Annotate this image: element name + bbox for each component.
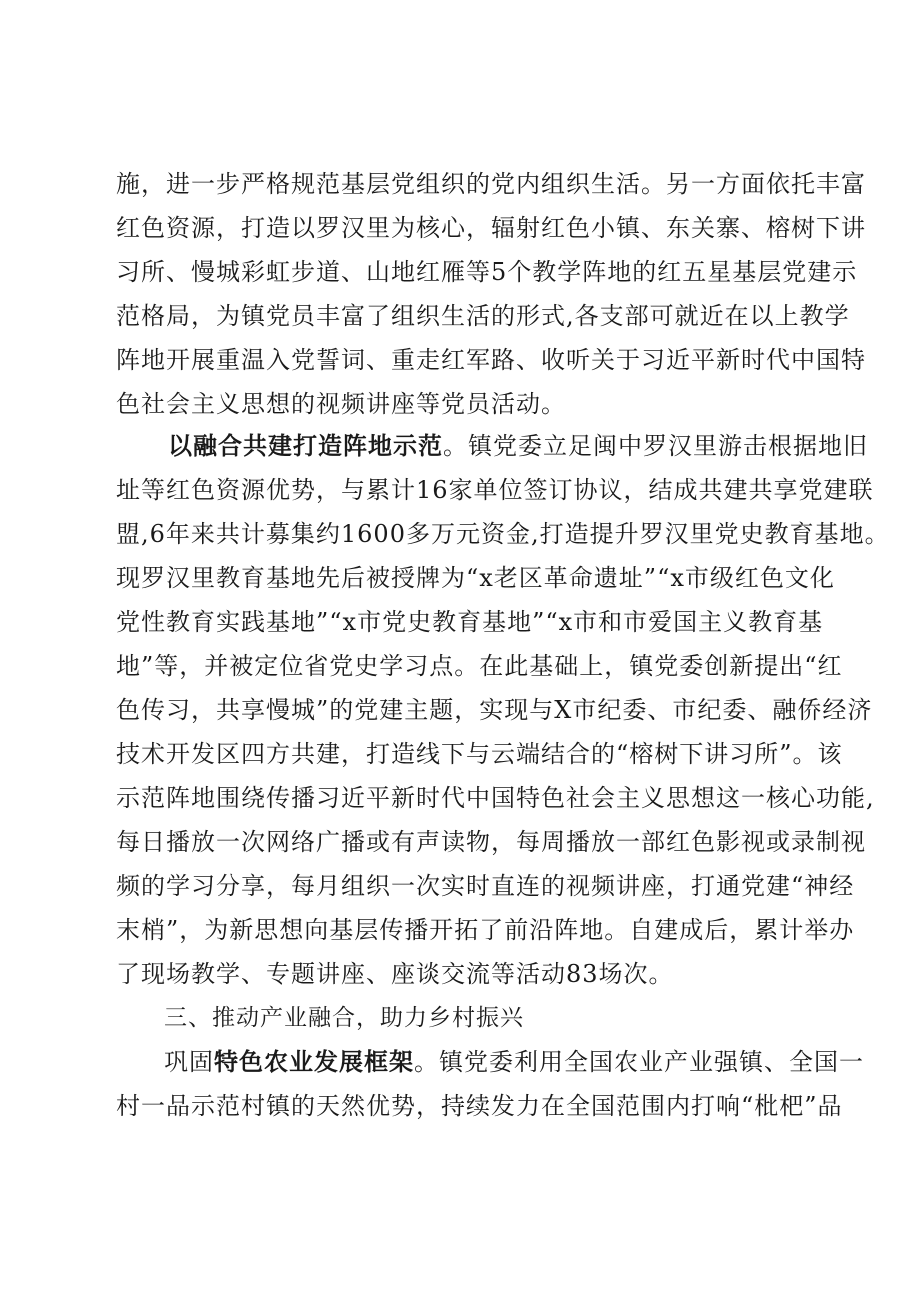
paragraph-2-line-2: 址等红色资源优势，与累计16家单位签订协议，结成共建共享党建联 — [116, 476, 874, 504]
paragraph-3-lead-plain: 巩固 — [164, 1048, 214, 1076]
paragraph-2-line-13: 了现场教学、专题讲座、座谈交流等活动83场次。 — [116, 960, 674, 988]
paragraph-1-line-6: 色社会主义思想的视频讲座等党员活动。 — [116, 390, 566, 418]
paragraph-1-line-4: 范格局，为镇党员丰富了组织生活的形式,各支部可就近在以上教学 — [116, 302, 850, 330]
paragraph-2-line-6: 地”等，并被定位省党史学习点。在此基础上，镇党委创新提出“红 — [116, 652, 843, 680]
paragraph-1-line-3: 习所、慢城彩虹步道、山地红雁等5个教学阵地的红五星基层党建示 — [116, 258, 858, 286]
paragraph-2-first-line — [168, 426, 868, 466]
paragraph-1-line-1: 施，进一步严格规范基层党组织的党内组织生活。另一方面依托丰富 — [116, 170, 866, 198]
paragraph-2-line-7: 色传习，共享慢城”的党建主题，实现与X市纪委、市纪委、融侨经济 — [116, 696, 873, 724]
paragraph-3-line-2: 村一品示范村镇的天然优势，持续发力在全国范围内打响“枇杷”品 — [116, 1092, 843, 1120]
paragraph-1-line-5: 阵地开展重温入党誓词、重走红军路、收听关于习近平新时代中国特 — [116, 346, 866, 374]
paragraph-3-lead-rest: 。镇党委利用全国农业产业强镇、全国一 — [414, 1048, 864, 1076]
paragraph-3-first-line — [164, 1042, 864, 1082]
paragraph-2-line-5: 党性教育实践基地”“x市党史教育基地”“x市和市爱国主义教育基 — [116, 608, 824, 636]
paragraph-2-line-3: 盟,6年来共计募集约1600多万元资金,打造提升罗汉里党史教育基地。 — [116, 520, 890, 548]
paragraph-2-line-4: 现罗汉里教育基地先后被授牌为“x老区革命遗址”“x市级红色文化 — [116, 564, 835, 592]
paragraph-2-line-10: 每日播放一次网络广播或有声读物，每周播放一部红色影视或录制视 — [116, 828, 866, 856]
paragraph-2-lead-rest: 。镇党委立足闽中罗汉里游击根据地旧 — [443, 432, 868, 460]
paragraph-2-line-12: 末梢”，为新思想向基层传播开拓了前沿阵地。自建成后，累计举办 — [116, 916, 855, 944]
paragraph-3-bold-lead: 特色农业发展框架 — [214, 1047, 414, 1076]
paragraph-2-line-9: 示范阵地围绕传播习近平新时代中国特色社会主义思想这一核心功能, — [116, 784, 875, 812]
section-heading: 三、推动产业融合，助力乡村振兴 — [164, 1005, 524, 1031]
paragraph-2-line-11: 频的学习分享，每月组织一次实时直连的视频讲座，打通党建“神经 — [116, 872, 855, 900]
paragraph-2-bold-lead: 以融合共建打造阵地示范 — [168, 431, 443, 460]
paragraph-1-line-2: 红色资源，打造以罗汉里为核心，辐射红色小镇、东关寨、榕树下讲 — [116, 214, 866, 242]
paragraph-2-line-8: 技术开发区四方共建，打造线下与云端结合的“榕树下讲习所”。该 — [116, 740, 843, 768]
